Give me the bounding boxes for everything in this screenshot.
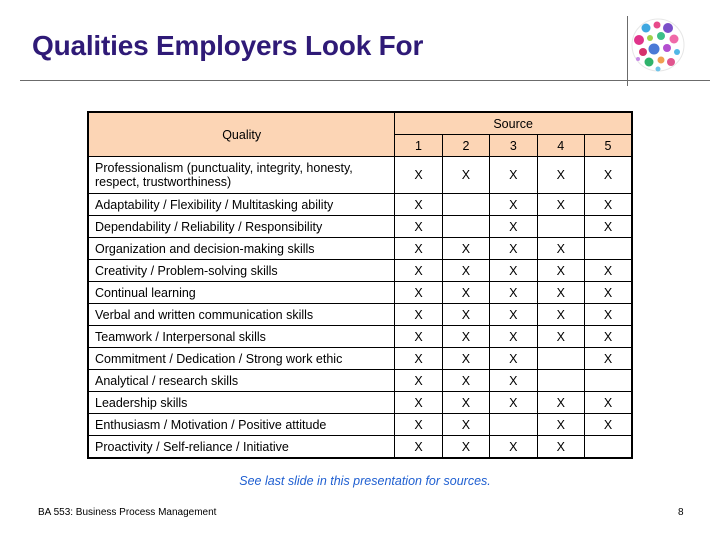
source-mark-cell: X bbox=[442, 414, 489, 436]
source-mark-cell: X bbox=[442, 304, 489, 326]
source-column-header: 2 bbox=[442, 135, 489, 157]
quality-cell: Enthusiasm / Motivation / Positive attitude bbox=[88, 414, 395, 436]
source-mark-cell: X bbox=[442, 238, 489, 260]
qualities-table bbox=[87, 111, 633, 459]
source-mark-cell: X bbox=[395, 304, 442, 326]
table-row bbox=[88, 260, 632, 282]
source-mark-cell: X bbox=[490, 238, 537, 260]
source-mark-cell: X bbox=[395, 238, 442, 260]
qualities-table-body bbox=[88, 157, 632, 459]
source-mark-cell: X bbox=[537, 414, 584, 436]
page-number: 8 bbox=[678, 507, 684, 518]
source-mark-cell: X bbox=[584, 282, 632, 304]
source-mark-cell: X bbox=[395, 370, 442, 392]
quality-cell: Continual learning bbox=[88, 282, 395, 304]
source-mark-cell: X bbox=[490, 304, 537, 326]
source-header: Source bbox=[395, 112, 632, 135]
source-mark-cell bbox=[584, 436, 632, 459]
source-mark-cell: X bbox=[584, 326, 632, 348]
source-mark-cell bbox=[584, 370, 632, 392]
source-mark-cell bbox=[442, 216, 489, 238]
source-mark-cell: X bbox=[395, 194, 442, 216]
footer-course-title: BA 553: Business Process Management bbox=[38, 507, 217, 518]
source-mark-cell: X bbox=[442, 436, 489, 459]
source-mark-cell: X bbox=[537, 157, 584, 194]
source-mark-cell: X bbox=[490, 326, 537, 348]
source-mark-cell: X bbox=[395, 392, 442, 414]
source-mark-cell: X bbox=[584, 194, 632, 216]
source-mark-cell: X bbox=[395, 282, 442, 304]
source-mark-cell: X bbox=[395, 216, 442, 238]
source-mark-cell: X bbox=[395, 326, 442, 348]
source-mark-cell: X bbox=[537, 392, 584, 414]
table-row bbox=[88, 348, 632, 370]
quality-cell: Analytical / research skills bbox=[88, 370, 395, 392]
source-mark-cell bbox=[442, 194, 489, 216]
quality-cell: Organization and decision-making skills bbox=[88, 238, 395, 260]
quality-cell: Professionalism (punctuality, integrity, honesty, respect, trustworthiness) bbox=[88, 157, 395, 194]
source-mark-cell: X bbox=[537, 260, 584, 282]
source-mark-cell: X bbox=[490, 348, 537, 370]
table-row bbox=[88, 326, 632, 348]
source-mark-cell: X bbox=[490, 392, 537, 414]
table-row bbox=[88, 216, 632, 238]
source-mark-cell: X bbox=[490, 216, 537, 238]
source-mark-cell: X bbox=[537, 282, 584, 304]
table-row bbox=[88, 238, 632, 260]
quality-cell: Dependability / Reliability / Responsibility bbox=[88, 216, 395, 238]
source-mark-cell: X bbox=[584, 216, 632, 238]
source-mark-cell: X bbox=[442, 392, 489, 414]
source-mark-cell: X bbox=[584, 260, 632, 282]
source-mark-cell: X bbox=[442, 260, 489, 282]
source-mark-cell bbox=[490, 414, 537, 436]
source-mark-cell: X bbox=[537, 194, 584, 216]
quality-cell: Verbal and written communication skills bbox=[88, 304, 395, 326]
table-row bbox=[88, 194, 632, 216]
source-mark-cell: X bbox=[395, 157, 442, 194]
source-mark-cell: X bbox=[395, 414, 442, 436]
source-mark-cell: X bbox=[442, 370, 489, 392]
quality-cell: Leadership skills bbox=[88, 392, 395, 414]
source-mark-cell: X bbox=[537, 326, 584, 348]
table-row bbox=[88, 157, 632, 194]
slide-title: Qualities Employers Look For bbox=[32, 30, 424, 61]
source-mark-cell: X bbox=[490, 436, 537, 459]
source-column-header: 1 bbox=[395, 135, 442, 157]
source-mark-cell: X bbox=[537, 304, 584, 326]
source-mark-cell: X bbox=[490, 157, 537, 194]
source-mark-cell: X bbox=[537, 238, 584, 260]
decorative-horizontal-rule bbox=[20, 80, 710, 81]
source-mark-cell: X bbox=[537, 436, 584, 459]
table-row bbox=[88, 370, 632, 392]
source-column-header: 3 bbox=[490, 135, 537, 157]
quality-header: Quality bbox=[88, 112, 395, 157]
quality-cell: Proactivity / Self-reliance / Initiative bbox=[88, 436, 395, 459]
source-mark-cell bbox=[537, 216, 584, 238]
source-mark-cell: X bbox=[442, 282, 489, 304]
table-row bbox=[88, 392, 632, 414]
decorative-vertical-rule bbox=[627, 16, 628, 86]
source-mark-cell: X bbox=[584, 392, 632, 414]
source-note: See last slide in this presentation for sources. bbox=[239, 474, 491, 488]
source-column-header: 4 bbox=[537, 135, 584, 157]
source-mark-cell bbox=[537, 348, 584, 370]
quality-cell: Teamwork / Interpersonal skills bbox=[88, 326, 395, 348]
table-row bbox=[88, 282, 632, 304]
source-mark-cell: X bbox=[490, 282, 537, 304]
quality-cell: Commitment / Dedication / Strong work ethic bbox=[88, 348, 395, 370]
source-mark-cell: X bbox=[395, 348, 442, 370]
source-mark-cell: X bbox=[490, 194, 537, 216]
table-row bbox=[88, 436, 632, 459]
source-mark-cell: X bbox=[442, 326, 489, 348]
source-column-header: 5 bbox=[584, 135, 632, 157]
source-mark-cell: X bbox=[490, 260, 537, 282]
quality-cell: Creativity / Problem-solving skills bbox=[88, 260, 395, 282]
source-mark-cell bbox=[584, 238, 632, 260]
source-mark-cell: X bbox=[442, 157, 489, 194]
quality-cell: Adaptability / Flexibility / Multitasking ability bbox=[88, 194, 395, 216]
table-row bbox=[88, 304, 632, 326]
source-mark-cell: X bbox=[490, 370, 537, 392]
source-mark-cell: X bbox=[395, 260, 442, 282]
bubbles-logo-icon bbox=[630, 14, 686, 76]
source-mark-cell: X bbox=[584, 348, 632, 370]
table-row bbox=[88, 414, 632, 436]
source-mark-cell: X bbox=[395, 436, 442, 459]
source-mark-cell: X bbox=[584, 157, 632, 194]
source-mark-cell: X bbox=[584, 414, 632, 436]
source-mark-cell bbox=[537, 370, 584, 392]
source-mark-cell: X bbox=[442, 348, 489, 370]
source-mark-cell: X bbox=[584, 304, 632, 326]
